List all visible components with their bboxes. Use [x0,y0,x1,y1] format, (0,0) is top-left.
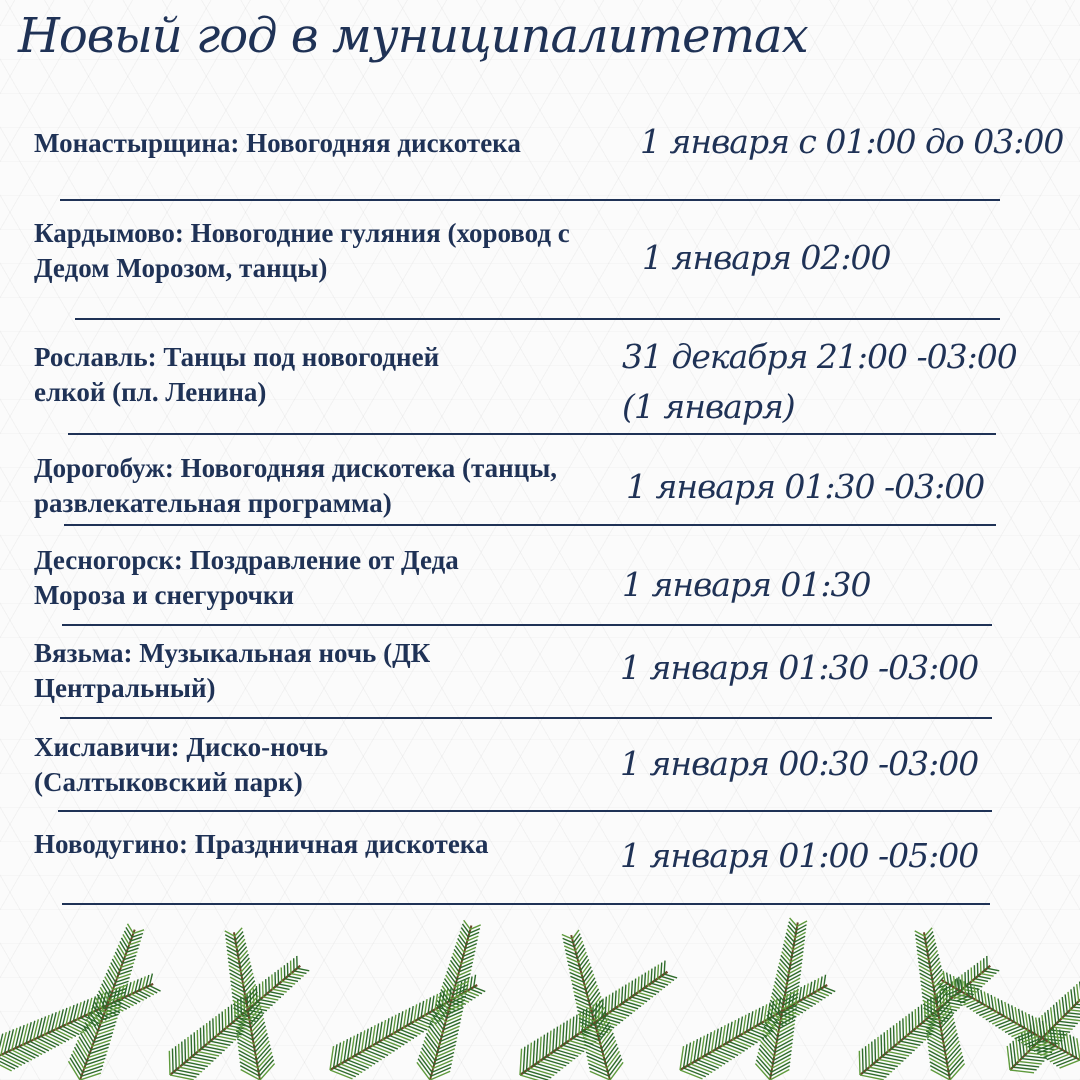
event-time-4: 1 января 01:30 -03:00 [626,467,985,506]
divider [60,717,992,719]
event-place-6: Вязьма: Музыкальная ночь (ДК Центральный) [34,638,431,703]
event-time-2: 1 января 02:00 [642,238,891,277]
event-place-2: Кардымово: Новогодние гуляния (хоровод с Дедом Морозом, танцы) [34,218,570,283]
event-place-8: Новодугино: Праздничная дискотека [34,829,489,859]
divider [60,199,1000,201]
event-place-7: Хиславичи: Диско-ночь (Салтыковский парк) [34,732,329,797]
divider [58,810,992,812]
divider [62,903,990,905]
event-time-3: 31 декабря 21:00 -03:00 (1 января) [622,337,1017,426]
event-time-6: 1 января 01:30 -03:00 [620,648,979,687]
divider [75,318,1000,320]
event-place-5: Десногорск: Поздравление от Деда Мороза и снегурочки [34,545,459,610]
event-time-7: 1 января 00:30 -03:00 [620,744,979,783]
event-time-5: 1 января 01:30 [622,565,871,604]
event-time-8: 1 января 01:00 -05:00 [620,836,979,875]
pine-branch-icon [0,910,1080,1080]
divider [68,433,996,435]
page-title: Новый год в муниципалитетах [18,8,808,64]
event-time-1: 1 января с 01:00 до 03:00 [640,122,1064,161]
divider [64,524,996,526]
divider [62,624,992,626]
event-place-1: Монастырщина: Новогодняя дискотека [34,128,521,158]
event-place-4: Дорогобуж: Новогодняя дискотека (танцы, развлекательная программа) [34,453,558,518]
event-place-3: Рославль: Танцы под новогодней елкой (пл. Ленина) [34,342,440,407]
